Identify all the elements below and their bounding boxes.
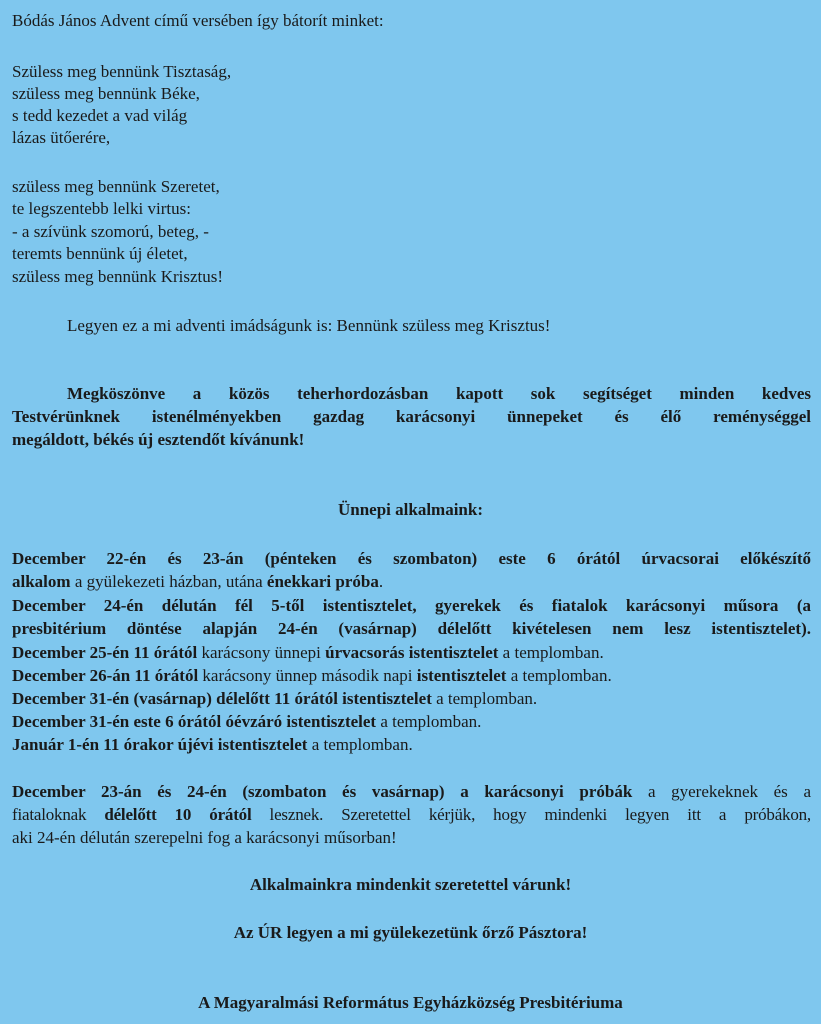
event-line — [12, 571, 383, 593]
blessing-line: Az ÚR legyen a mi gyülekezetünk őrző Pásztora! — [233, 923, 588, 942]
event-text: a templomban. — [307, 735, 413, 754]
rehearsal-line — [12, 781, 811, 803]
event-line — [12, 734, 413, 756]
event-bold-text: istentisztelet — [416, 666, 507, 685]
poem-line: teremts bennünk új életet, — [12, 244, 188, 263]
thanks-line: megáldott, békés új esztendőt kívánunk! — [12, 430, 305, 449]
poem-line: te legszentebb lelki virtus: — [12, 199, 191, 218]
event-line: presbitérium döntése alapján 24-én (vasárnap) délelőtt kivételesen nem lesz istentisztelet). — [12, 619, 811, 638]
event-text: karácsony ünnepi — [197, 643, 326, 662]
thanks-line: Megköszönve a közös teherhordozásban kapott sok segítséget minden kedves — [67, 384, 811, 403]
poem-line: s tedd kezedet a vad világ — [12, 106, 188, 125]
event-bold-text: December 26-án 11 órától — [12, 666, 199, 685]
intro-line: Bódás János Advent című versében így bátorít minket: — [12, 11, 384, 30]
poem-line: szüless meg bennünk Szeretet, — [12, 177, 220, 196]
welcome-line: Alkalmainkra mindenkit szeretettel várunk! — [249, 875, 572, 894]
event-text: a templomban. — [431, 689, 538, 708]
event-line: December 24-én délután fél 5-től istentisztelet, gyerekek és fiatalok karácsonyi műsora (a — [12, 596, 811, 615]
rehearsal-bold-text: délelőtt 10 órától — [104, 805, 252, 824]
event-bold-text: Január 1-én 11 órakor újévi istentisztelet — [12, 735, 308, 754]
thanks-line: Testvérünknek istenélményekben gazdag karácsonyi ünnepeket és élő reménységgel — [12, 407, 811, 426]
event-line — [12, 688, 537, 710]
event-line — [12, 711, 481, 733]
rehearsal-bold-text: December 23-án és 24-én (szombaton és vasárnap) a karácsonyi próbák — [12, 782, 633, 801]
event-line — [12, 665, 612, 687]
event-bold-text: úrvacsorás istentisztelet — [325, 643, 499, 662]
event-bold-text: énekkari próba — [266, 572, 379, 591]
poem-line: Szüless meg bennünk Tisztaság, — [12, 62, 232, 81]
rehearsal-text: fiataloknak — [12, 805, 105, 824]
event-line — [12, 642, 604, 664]
rehearsal-text: lesznek. Szeretettel kérjük, hogy mindenki legyen itt a próbákon, — [251, 805, 811, 824]
prayer-line: Legyen ez a mi adventi imádságunk is: Bennünk szüless meg Krisztus! — [67, 316, 551, 335]
poem-line: lázas ütőerére, — [12, 128, 111, 147]
rehearsal-text: a gyerekeknek és a — [632, 782, 811, 801]
event-text: karácsony ünnep második napi — [198, 666, 417, 685]
events-heading: Ünnepi alkalmaink: — [337, 500, 483, 519]
event-bold-text: December 31-én este 6 órától óévzáró istentisztelet — [12, 712, 377, 731]
event-bold-text: December 31-én (vasárnap) délelőtt 11 órától istentisztelet — [12, 689, 432, 708]
event-bold-text: alkalom — [12, 572, 71, 591]
event-text: . — [378, 572, 384, 591]
event-line: December 22-én és 23-án (pénteken és szombaton) este 6 órától úrvacsorai előkészítő — [12, 549, 811, 568]
event-text: a templomban. — [498, 643, 604, 662]
poem-line: szüless meg bennünk Béke, — [12, 84, 200, 103]
poem-line: szüless meg bennünk Krisztus! — [12, 267, 224, 286]
event-text: a templomban. — [506, 666, 612, 685]
event-text: a gyülekezeti házban, utána — [70, 572, 267, 591]
event-bold-text: December 25-én 11 órától — [12, 643, 198, 662]
event-text: a templomban. — [376, 712, 482, 731]
rehearsal-line: aki 24-én délután szerepelni fog a karácsonyi műsorban! — [12, 828, 397, 847]
signature-line: A Magyaralmási Református Egyházközség Presbitériuma — [198, 993, 623, 1012]
rehearsal-line — [12, 804, 811, 826]
poem-line: - a szívünk szomorú, beteg, - — [12, 222, 209, 241]
